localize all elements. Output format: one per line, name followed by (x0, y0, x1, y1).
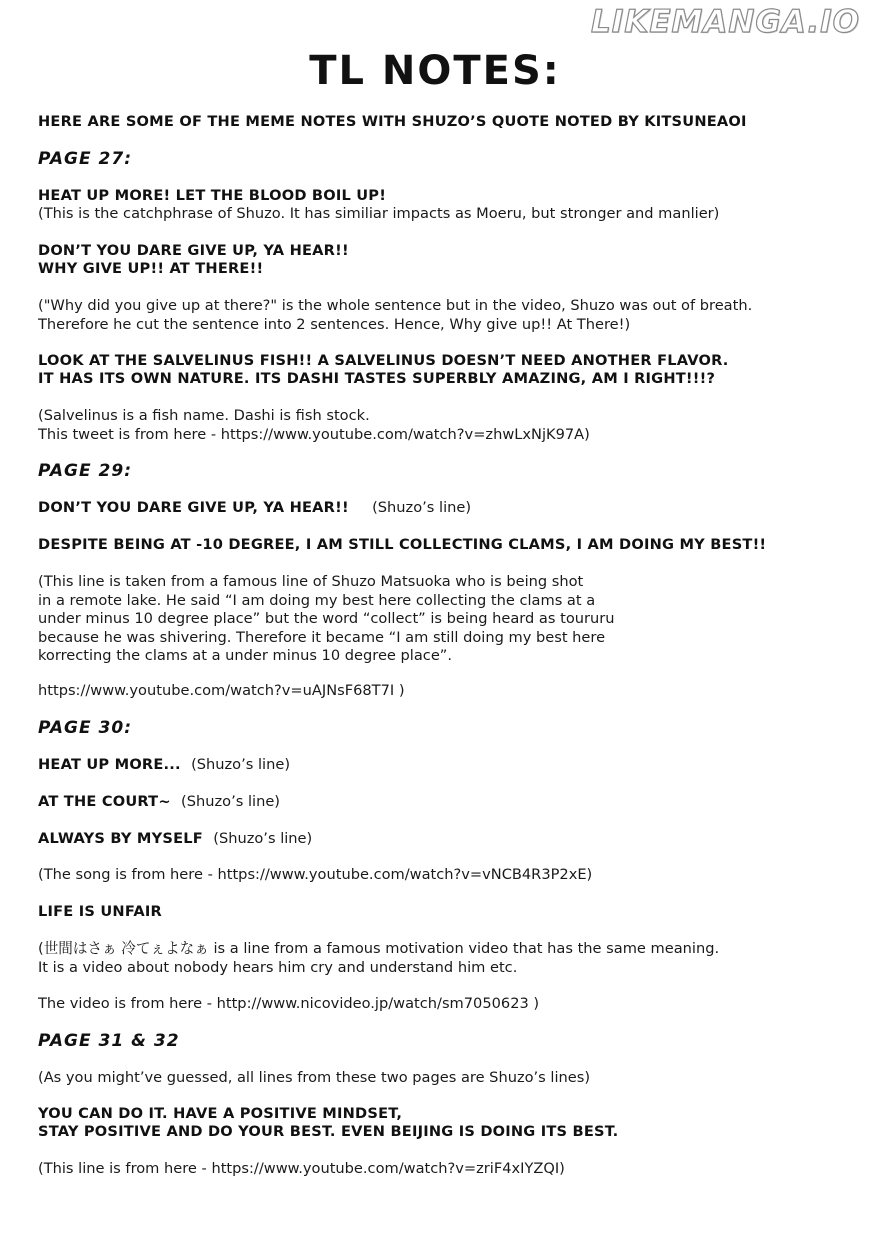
note-line: korrecting the clams at a under minus 10 degree place”. (38, 647, 453, 664)
note-catchphrase: (This is the catchphrase of Shuzo. It has similiar impacts as Moeru, but stronger and manlier) (38, 205, 720, 222)
note-line: (世間はさぁ 冷てぇよなぁ is a line from a famous motivation video that has the same meaning. (38, 940, 720, 957)
quote-line: WHY GIVE UP!! AT THERE!! (38, 260, 264, 277)
quote-line: STAY POSITIVE AND DO YOUR BEST. EVEN BEIJING IS DOING ITS BEST. (38, 1123, 619, 1140)
site-watermark: LIKEMANGA.IO (591, 4, 860, 40)
quote-attribution: (Shuzo’s line) (191, 756, 291, 773)
section-heading-page-30: PAGE 30: (38, 718, 132, 738)
note-line-source: (This line is from here - https://www.youtube.com/watch?v=zriF4xIYZQI) (38, 1160, 565, 1177)
note-salvelinus (38, 407, 850, 444)
quote-heat-up-more-p30 (38, 756, 850, 774)
quote-text: HEAT UP MORE... (38, 756, 181, 773)
quote-line: DON’T YOU DARE GIVE UP, YA HEAR!! (38, 242, 349, 259)
section-heading-page-31-32: PAGE 31 & 32 (38, 1031, 180, 1051)
note-line: ("Why did you give up at there?" is the whole sentence but in the video, Shuzo was out of breath. (38, 297, 753, 314)
note-line: because he was shivering. Therefore it became “I am still doing my best here (38, 628, 606, 646)
link-clams-video: https://www.youtube.com/watch?v=uAJNsF68T7I ) (38, 682, 405, 699)
quote-life-is-unfair: LIFE IS UNFAIR (38, 903, 162, 920)
quote-attribution: (Shuzo’s line) (213, 830, 313, 847)
note-line: in a remote lake. He said “I am doing my best here collecting the clams at a (38, 591, 596, 609)
note-line: This tweet is from here - https://www.youtube.com/watch?v=zhwLxNjK97A) (38, 425, 590, 443)
quote-salvelinus (38, 352, 850, 388)
quote-line: IT HAS ITS OWN NATURE. ITS DASHI TASTES SUPERBLY AMAZING, AM I RIGHT!!!? (38, 370, 716, 387)
quote-always-by-myself (38, 830, 850, 848)
quote-at-the-court (38, 793, 850, 811)
quote-attribution: (Shuzo’s line) (372, 499, 472, 516)
note-video-source: The video is from here - http://www.nicovideo.jp/watch/sm7050623 ) (38, 995, 540, 1012)
quote-dont-give-up (38, 242, 850, 278)
note-song-source: (The song is from here - https://www.youtube.com/watch?v=vNCB4R3P2xE) (38, 866, 593, 883)
quote-collecting-clams: DESPITE BEING AT -10 DEGREE, I AM STILL COLLECTING CLAMS, I AM DOING MY BEST!! (38, 536, 767, 553)
quote-heat-up-more: HEAT UP MORE! LET THE BLOOD BOIL UP! (38, 187, 387, 204)
quote-you-can-do-it (38, 1105, 850, 1141)
note-clams (38, 573, 850, 666)
quote-attribution: (Shuzo’s line) (181, 793, 280, 810)
note-line: (This line is taken from a famous line of Shuzo Matsuoka who is being shot (38, 573, 584, 590)
quote-text: ALWAYS BY MYSELF (38, 830, 203, 847)
note-life-is-unfair (38, 940, 850, 977)
note-all-shuzo-lines: (As you might’ve guessed, all lines from these two pages are Shuzo’s lines) (38, 1069, 591, 1086)
quote-line: YOU CAN DO IT. HAVE A POSITIVE MINDSET, (38, 1105, 403, 1122)
section-heading-page-27: PAGE 27: (38, 149, 132, 169)
quote-line: LOOK AT THE SALVELINUS FISH!! A SALVELINUS DOESN’T NEED ANOTHER FLAVOR. (38, 352, 729, 369)
page-title: TL NOTES: (309, 48, 561, 94)
intro-text: HERE ARE SOME OF THE MEME NOTES WITH SHUZO’S QUOTE NOTED BY KITSUNEAOI (38, 113, 747, 130)
note-line: It is a video about nobody hears him cry and understand him etc. (38, 958, 518, 976)
note-why-give-up (38, 297, 850, 334)
note-line: under minus 10 degree place” but the word “collect” is being heard as toururu (38, 610, 615, 627)
section-heading-page-29: PAGE 29: (38, 461, 132, 481)
quote-text: AT THE COURT~ (38, 793, 171, 810)
quote-dont-give-up-p29 (38, 499, 850, 517)
quote-text: DON’T YOU DARE GIVE UP, YA HEAR!! (38, 499, 349, 516)
note-line: Therefore he cut the sentence into 2 sentences. Hence, Why give up!! At There!) (38, 315, 631, 333)
note-line: (Salvelinus is a fish name. Dashi is fish stock. (38, 407, 370, 424)
